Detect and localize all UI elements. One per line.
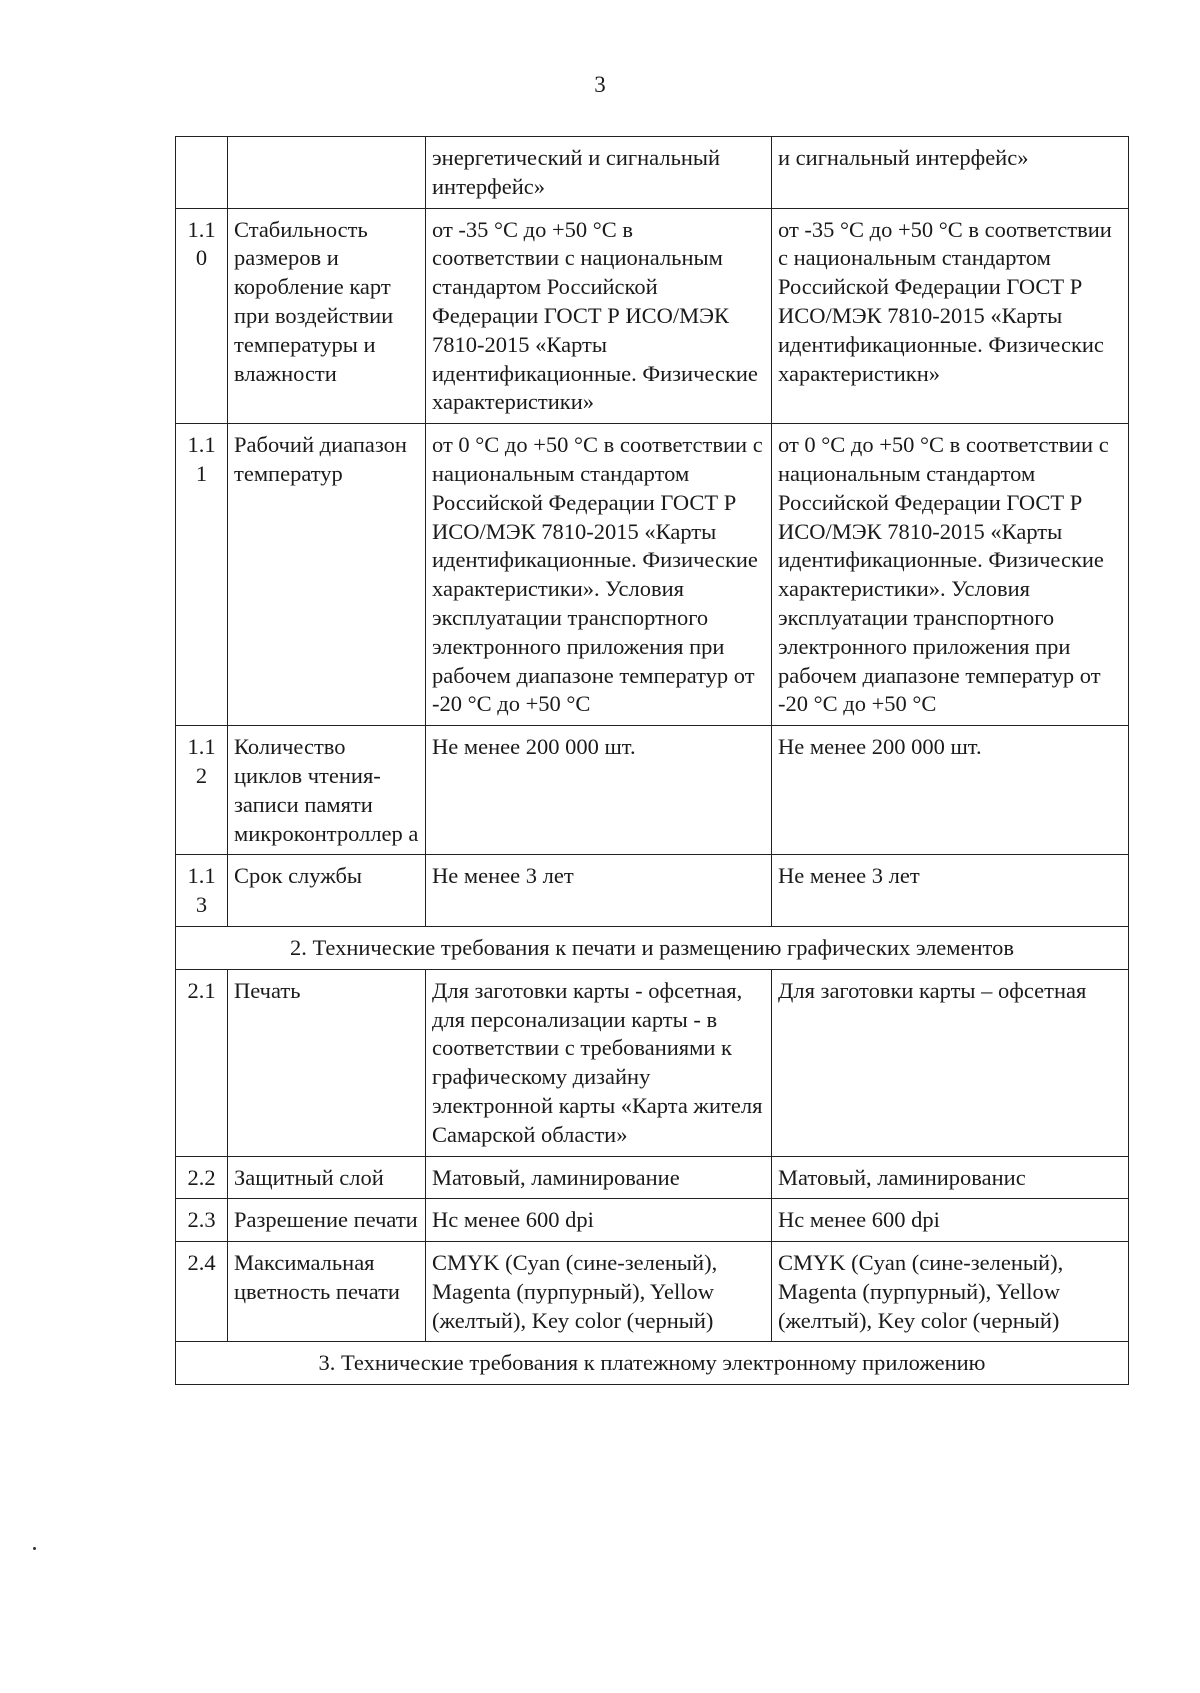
requirements-table bbox=[175, 136, 1129, 1385]
table-row bbox=[176, 424, 1129, 726]
section-header-row bbox=[176, 1342, 1129, 1385]
table-row bbox=[176, 1156, 1129, 1199]
offered-value: и сигнальный интерфейс» bbox=[772, 137, 1129, 209]
parameter-name: Количество циклов чтения-записи памяти микроконтроллер а bbox=[228, 726, 426, 855]
row-number bbox=[176, 137, 228, 209]
table-row bbox=[176, 969, 1129, 1156]
offered-value: Не менее 3 лет bbox=[772, 855, 1129, 927]
row-number: 2.4 bbox=[176, 1242, 228, 1342]
offered-value: от -35 °С до +50 °С в соответствии с национальным стандартом Российской Федерации ГОСТ Р ИСО/МЭК 7810-2015 «Карты идентификационные. Физическис характеристикн» bbox=[772, 208, 1129, 424]
requirement-value: Для заготовки карты - офсетная, для персонализации карты - в соответствии с требованиями к графическому дизайну электронной карты «Карта жителя Самарской области» bbox=[426, 969, 772, 1156]
row-number: 1.1 1 bbox=[176, 424, 228, 726]
table-row bbox=[176, 855, 1129, 927]
offered-value: Не менее 200 000 шт. bbox=[772, 726, 1129, 855]
requirement-value: Матовый, ламинирование bbox=[426, 1156, 772, 1199]
requirement-value: CMYK (Cyan (сине-зеленый), Magenta (пурпурный), Yellow (желтый), Key color (черный) bbox=[426, 1242, 772, 1342]
row-number: 1.1 2 bbox=[176, 726, 228, 855]
page-number: 3 bbox=[594, 72, 606, 97]
requirement-value: от -35 °С до +50 °С в соответствии с национальным стандартом Российской Федерации ГОСТ Р ИСО/МЭК 7810-2015 «Карты идентификационные. Физические характеристики» bbox=[426, 208, 772, 424]
parameter-name bbox=[228, 137, 426, 209]
section-3-title: 3. Технические требования к платежному электронному приложению bbox=[176, 1342, 1129, 1385]
row-number: 2.3 bbox=[176, 1199, 228, 1242]
scan-speck bbox=[33, 1547, 36, 1550]
table-row bbox=[176, 208, 1129, 424]
table-row bbox=[176, 726, 1129, 855]
row-number: 2.2 bbox=[176, 1156, 228, 1199]
table-row bbox=[176, 137, 1129, 209]
requirement-value: энергетический и сигнальный интерфейс» bbox=[426, 137, 772, 209]
row-number: 1.1 3 bbox=[176, 855, 228, 927]
offered-value: Нс менее 600 dpi bbox=[772, 1199, 1129, 1242]
offered-value: Матовый, ламинированис bbox=[772, 1156, 1129, 1199]
offered-value: от 0 °С до +50 °С в соответствии с национальным стандартом Российской Федерации ГОСТ Р ИСО/МЭК 7810-2015 «Карты идентификационные. Физические характеристики». Условия эксплуатации транспортного электронного приложения при рабочем диапазоне температур от -20 °С до +50 °С bbox=[772, 424, 1129, 726]
parameter-name: Разрешение печати bbox=[228, 1199, 426, 1242]
section-2-title: 2. Технические требования к печати и размещению графических элементов bbox=[176, 926, 1129, 969]
row-number: 1.1 0 bbox=[176, 208, 228, 424]
parameter-name: Максимальная цветность печати bbox=[228, 1242, 426, 1342]
offered-value: CMYK (Cyan (сине-зеленый), Magenta (пурпурный), Yellow (желтый), Key color (черный) bbox=[772, 1242, 1129, 1342]
offered-value: Для заготовки карты – офсетная bbox=[772, 969, 1129, 1156]
table-row bbox=[176, 1242, 1129, 1342]
parameter-name: Стабильность размеров и коробление карт при воздействии температуры и влажности bbox=[228, 208, 426, 424]
section-header-row bbox=[176, 926, 1129, 969]
table-row bbox=[176, 1199, 1129, 1242]
requirement-value: Нс менее 600 dpi bbox=[426, 1199, 772, 1242]
parameter-name: Рабочий диапазон температур bbox=[228, 424, 426, 726]
row-number: 2.1 bbox=[176, 969, 228, 1156]
requirement-value: от 0 °С до +50 °С в соответствии с национальным стандартом Российской Федерации ГОСТ Р ИСО/МЭК 7810-2015 «Карты идентификационные. Физические характеристики». Условия эксплуатации транспортного электронного приложения при рабочем диапазоне температур от -20 °С до +50 °С bbox=[426, 424, 772, 726]
parameter-name: Печать bbox=[228, 969, 426, 1156]
parameter-name: Защитный слой bbox=[228, 1156, 426, 1199]
requirement-value: Не менее 200 000 шт. bbox=[426, 726, 772, 855]
parameter-name: Срок службы bbox=[228, 855, 426, 927]
requirement-value: Не менее 3 лет bbox=[426, 855, 772, 927]
